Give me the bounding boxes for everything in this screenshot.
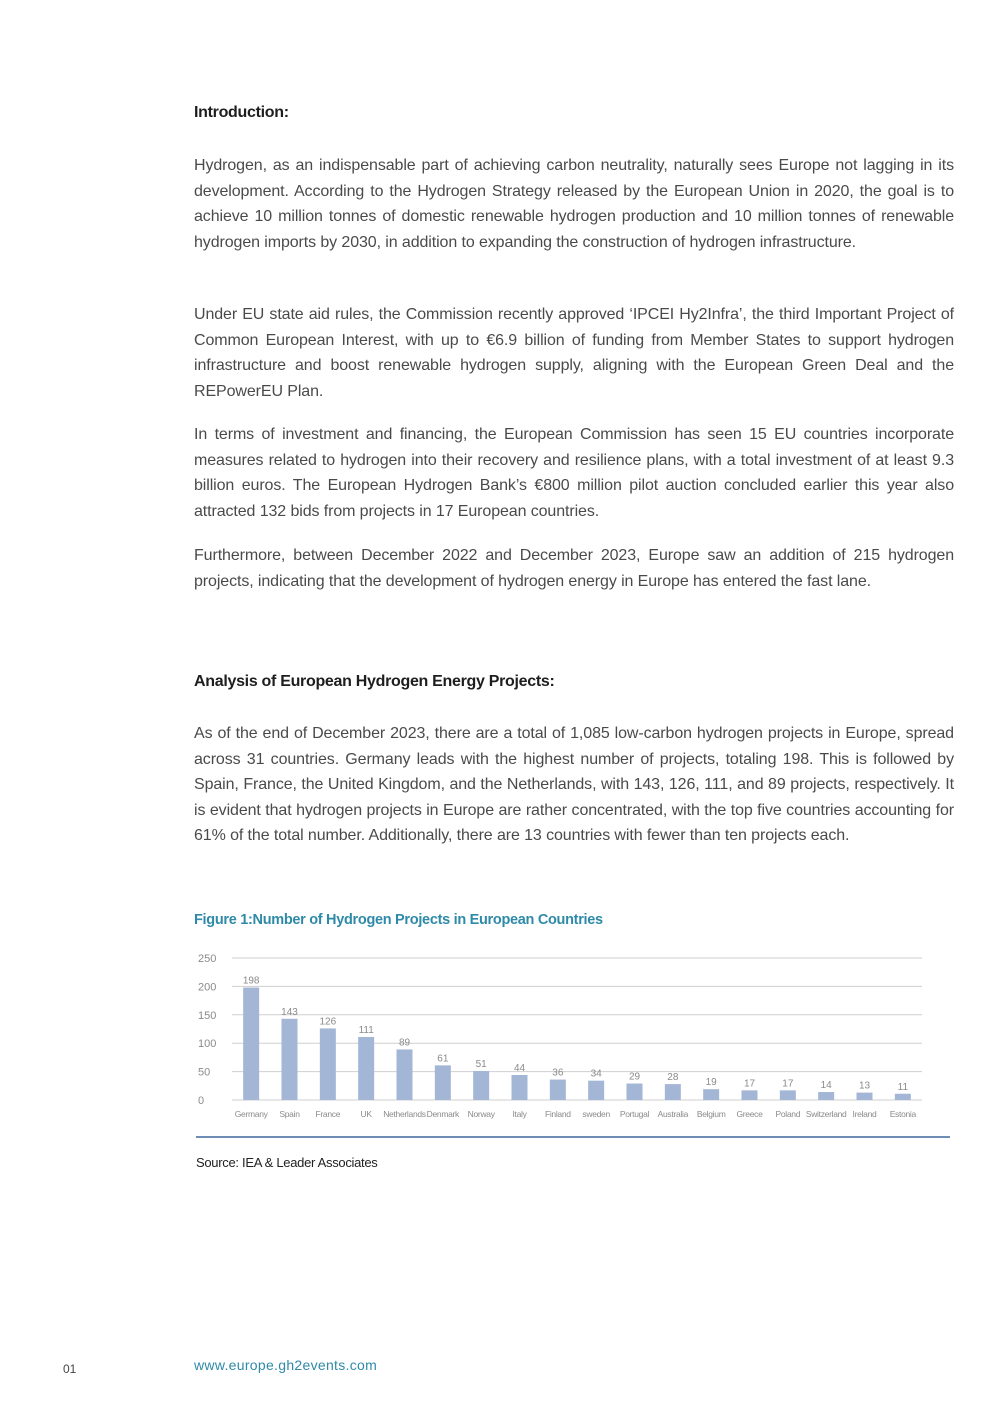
x-category-label: Estonia	[889, 1109, 916, 1119]
x-category-label: Denmark	[426, 1109, 460, 1119]
bar-value-label: 36	[552, 1067, 564, 1079]
bar	[282, 1019, 298, 1100]
y-tick-label: 0	[198, 1095, 205, 1107]
bar	[627, 1084, 643, 1100]
x-category-label: Belgium	[696, 1109, 726, 1119]
figure-title: Figure 1:Number of Hydrogen Projects in European Countries	[194, 912, 603, 928]
bar-value-label: 17	[782, 1078, 794, 1090]
intro-paragraph-3: In terms of investment and financing, the European Commission has seen 15 EU countries incorporate measures related to hydrogen into their recovery and resilience plans, with a total investment of at least 9.3 billion euros. The European Hydrogen Bank’s €800 million pilot auction concluded earlier this year also attracted 132 bids from projects in 17 European countries.	[194, 426, 954, 520]
x-category-label: UK	[360, 1109, 372, 1119]
bar	[703, 1089, 719, 1100]
bar-value-label: 11	[897, 1081, 909, 1093]
x-category-label: Australia	[657, 1109, 689, 1119]
footer-website-link[interactable]: www.europe.gh2events.com	[194, 1357, 378, 1373]
chart-bottom-rule	[196, 1136, 950, 1138]
bar-chart	[190, 945, 930, 1125]
bar	[588, 1081, 604, 1100]
bar-value-label: 51	[475, 1059, 487, 1071]
bar-value-label: 143	[281, 1006, 298, 1018]
page-number: 01	[63, 1362, 77, 1376]
y-tick-label: 150	[198, 1009, 217, 1022]
bar-value-label: 34	[590, 1068, 602, 1080]
figure-source: Source: IEA & Leader Associates	[196, 1155, 378, 1170]
x-category-label: Switzerland	[805, 1109, 847, 1119]
bar-value-label: 19	[705, 1077, 717, 1089]
bar-value-label: 28	[667, 1072, 679, 1084]
x-category-label: Ireland	[852, 1109, 877, 1119]
x-category-label: Poland	[775, 1109, 801, 1119]
bar	[435, 1065, 451, 1100]
bar-value-label: 14	[820, 1080, 832, 1092]
bar-value-label: 29	[628, 1071, 641, 1083]
bar-value-label: 61	[437, 1053, 449, 1065]
bar-value-label: 17	[743, 1078, 756, 1090]
intro-paragraph-2: Under EU state aid rules, the Commission recently approved ‘IPCEI Hy2Infra’, the third Important Project of Common European Interest, with up to €6.9 billion of funding from Member States to support hydrogen infrastructure and boost renewable hydrogen supply, aligning with the European Green Deal and the REPowerEU Plan.	[194, 306, 954, 400]
analysis-paragraph: As of the end of December 2023, there are a total of 1,085 low-carbon hydrogen projects in Europe, spread across 31 countries. Germany leads with the highest number of projects, totaling 198. This is followed by Spain, France, the United Kingdom, and the Netherlands, with 143, 126, 111, and 89 projects, respectively. It is evident that hydrogen projects in Europe are rather concentrated, with the top five countries accounting for 61% of the total number. Additionally, there are 13 countries with fewer than ten projects each.	[194, 725, 954, 844]
bar-value-label: 111	[358, 1024, 374, 1036]
bar	[742, 1090, 758, 1100]
x-category-label: Greece	[736, 1109, 763, 1119]
bar	[665, 1084, 681, 1100]
y-tick-label: 250	[198, 953, 217, 965]
analysis-heading: Analysis of European Hydrogen Energy Projects:	[194, 673, 555, 690]
bar-value-label: 44	[513, 1063, 526, 1075]
bar	[320, 1028, 336, 1100]
x-category-label: Netherlands	[383, 1109, 426, 1119]
bar	[243, 988, 259, 1100]
bar	[358, 1037, 374, 1100]
y-tick-label: 50	[198, 1066, 211, 1079]
bar	[550, 1080, 566, 1100]
bar-value-label: 126	[319, 1016, 337, 1028]
bar	[780, 1090, 796, 1100]
x-category-label: Italy	[512, 1109, 527, 1119]
x-category-label: Germany	[234, 1109, 268, 1119]
bar	[857, 1093, 873, 1100]
x-category-label: Portugal	[619, 1109, 650, 1119]
bar	[818, 1092, 834, 1100]
x-category-label: France	[315, 1109, 341, 1119]
intro-heading: Introduction:	[194, 104, 289, 121]
bar-value-label: 89	[398, 1037, 411, 1049]
bar	[512, 1075, 528, 1100]
intro-paragraph-4: Furthermore, between December 2022 and December 2023, Europe saw an addition of 215 hydrogen projects, indicating that the development of hydrogen energy in Europe has entered the fast lane.	[194, 547, 954, 590]
x-category-label: Spain	[279, 1109, 300, 1119]
intro-paragraph-1: Hydrogen, as an indispensable part of achieving carbon neutrality, naturally sees Europe not lagging in its development. According to the Hydrogen Strategy released by the European Union in 2020, the goal is to achieve 10 million tonnes of domestic renewable hydrogen production and 10 million tonnes of renewable hydrogen imports by 2030, in addition to expanding the construction of hydrogen infrastructure.	[194, 157, 954, 251]
bar	[397, 1049, 413, 1100]
y-tick-label: 200	[198, 981, 217, 994]
bar	[895, 1094, 911, 1100]
x-category-label: sweden	[582, 1109, 610, 1119]
x-category-label: Norway	[467, 1109, 495, 1119]
bar	[473, 1071, 489, 1100]
x-category-label: Finland	[544, 1109, 571, 1119]
bar-value-label: 13	[858, 1080, 871, 1092]
bar-value-label: 198	[242, 975, 260, 987]
y-tick-label: 100	[198, 1038, 217, 1051]
